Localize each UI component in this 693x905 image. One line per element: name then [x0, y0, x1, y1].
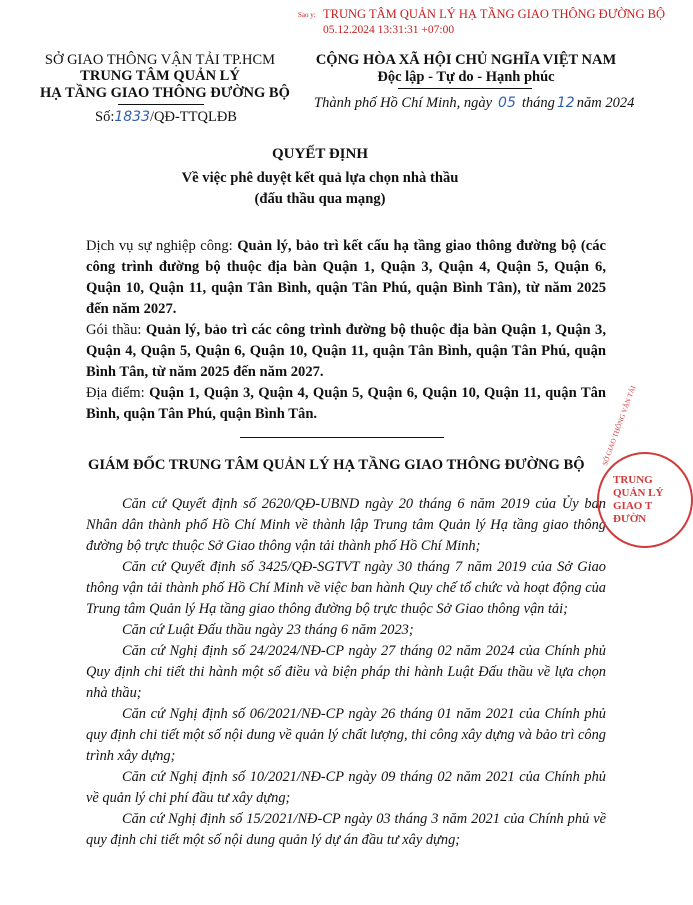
legal-basis-item: Căn cứ Quyết định số 2620/QĐ-UBND ngày 20 tháng 6 năm 2019 của Ủy ban Nhân dân thành phố Hồ Chí Minh về thành lập Trung tâm Quản lý Hạ tầng giao thông đường bộ trực thuộc Sở Giao thông vận tải thành phố Hồ Chí Minh;	[86, 496, 606, 554]
document-subject: Về việc phê duyệt kết quả lựa chọn nhà thầu	[181, 170, 459, 186]
document-date	[314, 95, 634, 112]
seal-line: GIAO T	[613, 500, 653, 512]
legal-basis-item: Căn cứ Quyết định số 3425/QĐ-SGTVT ngày 30 tháng 7 năm 2019 của Sở Giao thông vận tải thành phố Hồ Chí Minh về việc ban hành Quy chế tổ chức và hoạt động của Trung tâm Quản lý Hạ tầng giao thông đường bộ trực thuộc Sở Giao thông vận tải;	[86, 559, 606, 617]
package-paragraph	[86, 320, 606, 383]
ministry-name: SỞ GIAO THÔNG VẬN TẢI TP.HCM	[44, 52, 276, 68]
document-number	[95, 109, 237, 126]
date-mid: tháng	[521, 95, 555, 111]
document-number-handwritten: 1833	[114, 109, 150, 125]
location-label: Địa điểm:	[86, 385, 145, 401]
header-right-divider	[398, 88, 532, 89]
signature-org: TRUNG TÂM QUẢN LÝ HẠ TẦNG GIAO THÔNG ĐƯỜNG BỘ	[323, 7, 665, 21]
signature-label: Sao y:	[298, 11, 316, 19]
official-seal	[597, 384, 693, 548]
legal-basis-item: Căn cứ Nghị định số 24/2024/NĐ-CP ngày 27 tháng 02 năm 2024 của Chính phủ Quy định chi tiết thi hành một số điều và biện pháp thi hành Luật Đấu thầu về lựa chọn nhà thầu;	[86, 643, 606, 701]
service-paragraph	[86, 236, 606, 320]
national-title: CỘNG HÒA XÃ HỘI CHỦ NGHĨA VIỆT NAM	[315, 52, 617, 68]
document-title: QUYẾT ĐỊNH	[272, 146, 368, 162]
service-text: Quản lý, bảo trì kết cấu hạ tầng giao thông đường bộ (các công trình đường bộ thuộc địa bàn Quận 1, Quận 3, Quận 4, Quận 5, Quận 6, Quận 10, Quận 11, quận Tân Bình, quận Tân Phú, quận Bình Tân), từ năm 2025 đến năm 2027.	[86, 238, 606, 317]
seal-ring-text: SỞ GIAO THÔNG VẬN TẢI	[601, 384, 638, 467]
date-month: 12	[556, 95, 575, 111]
agency-name-line1: TRUNG TÂM QUẢN LÝ	[80, 68, 240, 84]
location-paragraph	[86, 383, 606, 425]
legal-bases	[86, 494, 606, 851]
signature-timestamp: 05.12.2024 13:31:31 +07:00	[323, 24, 455, 36]
header-left-divider	[118, 104, 204, 105]
issuing-authority: GIÁM ĐỐC TRUNG TÂM QUẢN LÝ HẠ TẦNG GIAO THÔNG ĐƯỜNG BỘ	[88, 457, 585, 473]
location-text: Quận 1, Quận 3, Quận 4, Quận 5, Quận 6, Quận 10, Quận 11, quận Tân Bình, quận Tân Phú, quận Bình Tân.	[86, 385, 606, 422]
legal-basis-item: Căn cứ Nghị định số 10/2021/NĐ-CP ngày 09 tháng 02 năm 2021 của Chính phủ về quản lý chi phí đầu tư xây dựng;	[86, 769, 606, 806]
seal-line: QUẢN LÝ	[613, 487, 664, 499]
legal-basis-item: Căn cứ Nghị định số 06/2021/NĐ-CP ngày 26 tháng 01 năm 2021 của Chính phủ quy định chi tiết một số nội dung về quản lý chất lượng, thi công xây dựng và bảo trì công trình xây dựng;	[86, 706, 606, 764]
agency-name-line2: HẠ TẦNG GIAO THÔNG ĐƯỜNG BỘ	[40, 85, 290, 101]
seal-center-text	[613, 474, 663, 526]
seal-line: TRUNG	[613, 474, 653, 486]
section-divider	[240, 437, 444, 438]
national-motto: Độc lập - Tự do - Hạnh phúc	[377, 69, 555, 85]
seal-line: ĐƯỜN	[613, 513, 647, 525]
package-text: Quản lý, bảo trì các công trình đường bộ thuộc địa bàn Quận 1, Quận 3, Quận 4, Quận 5, Quận 6, Quận 10, Quận 11, quận Tân Bình, quận Tân Phú, quận Bình Tân, từ năm 2025 đến năm 2027.	[86, 322, 606, 380]
package-label: Gói thầu:	[86, 322, 142, 338]
legal-basis-item: Căn cứ Luật Đấu thầu ngày 23 tháng 6 năm 2023;	[122, 622, 414, 638]
date-day: 05	[498, 95, 516, 111]
service-label: Dịch vụ sự nghiệp công:	[86, 238, 233, 254]
date-prefix: Thành phố Hồ Chí Minh, ngày	[314, 95, 493, 111]
date-suffix: năm 2024	[576, 95, 635, 111]
legal-basis-item: Căn cứ Nghị định số 15/2021/NĐ-CP ngày 03 tháng 3 năm 2021 của Chính phủ về quy định chi tiết một số nội dung quản lý dự án đầu tư xây dựng;	[86, 811, 606, 848]
document-number-suffix: /QĐ-TTQLĐB	[149, 109, 237, 125]
document-subject-note: (đấu thầu qua mạng)	[254, 191, 386, 207]
document-number-prefix: Số:	[95, 109, 115, 125]
